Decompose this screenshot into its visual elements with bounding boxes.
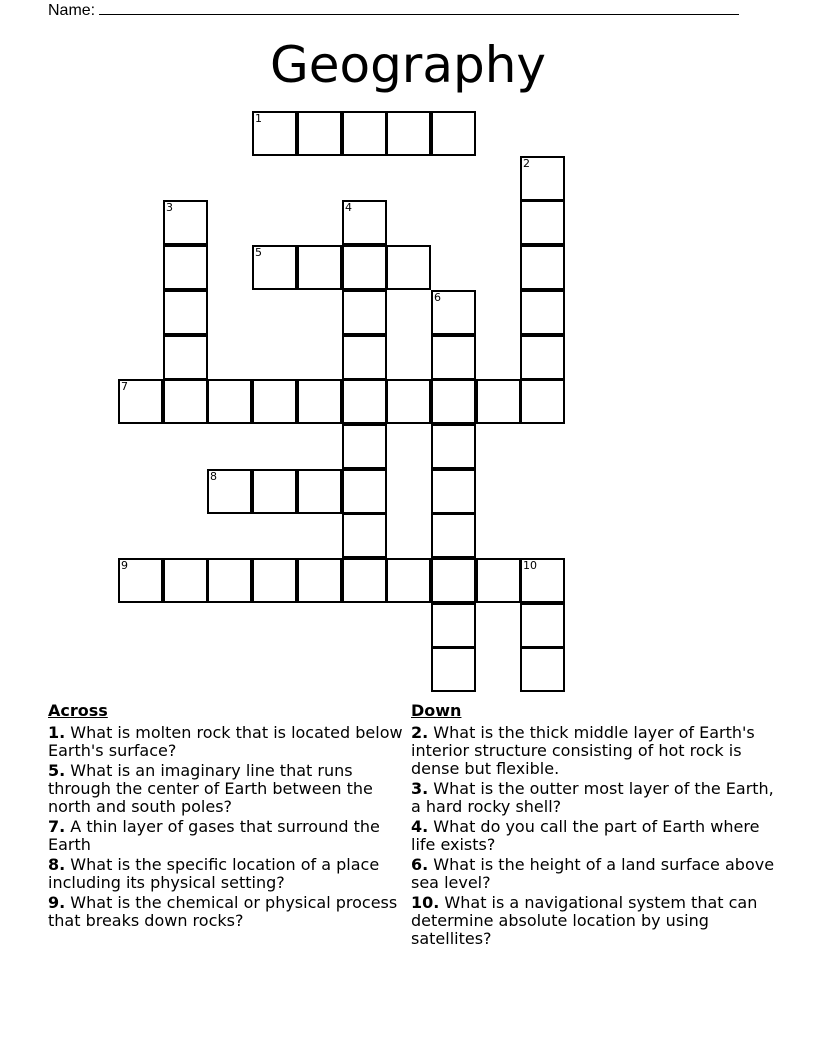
clue-label-number: 10. — [411, 893, 440, 912]
across-clues — [48, 702, 403, 932]
grid-cell[interactable] — [386, 245, 431, 290]
grid-cell[interactable] — [342, 245, 387, 290]
grid-cell[interactable] — [342, 424, 387, 469]
grid-cell[interactable] — [476, 379, 521, 424]
clue-label-number: 3. — [411, 779, 429, 798]
clue-text: What is the specific location of a place including its physical setting? — [48, 855, 380, 892]
grid-cell[interactable] — [342, 469, 387, 514]
page-title: Geography — [269, 36, 547, 94]
across-clue-list — [48, 724, 403, 930]
clue-text: What is the outter most layer of the Earth, a hard rocky shell? — [411, 779, 774, 816]
grid-cell[interactable] — [207, 558, 252, 603]
down-clue — [411, 894, 776, 948]
name-label: Name: — [48, 2, 96, 19]
clue-text: What is the chemical or physical process that breaks down rocks? — [48, 893, 398, 930]
grid-cell[interactable] — [118, 558, 163, 603]
grid-cell[interactable] — [297, 379, 342, 424]
grid-cell[interactable] — [252, 379, 297, 424]
grid-cell[interactable] — [163, 200, 208, 245]
clue-text: What is a navigational system that can determine absolute location by using satellites? — [411, 893, 758, 948]
grid-cell[interactable] — [520, 335, 565, 380]
grid-cell[interactable] — [431, 513, 476, 558]
down-clue — [411, 780, 776, 816]
clue-label-number: 2. — [411, 723, 429, 742]
clue-number: 3 — [166, 201, 173, 214]
clue-number: 9 — [121, 559, 128, 572]
clue-text: What do you call the part of Earth where life exists? — [411, 817, 760, 854]
across-clue — [48, 818, 403, 854]
grid-cell[interactable] — [386, 379, 431, 424]
down-clue-list — [411, 724, 776, 948]
grid-cell[interactable] — [163, 245, 208, 290]
grid-cell[interactable] — [431, 424, 476, 469]
grid-cell[interactable] — [252, 558, 297, 603]
grid-cell[interactable] — [163, 335, 208, 380]
grid-cell[interactable] — [297, 558, 342, 603]
grid-cell[interactable] — [297, 469, 342, 514]
grid-cell[interactable] — [207, 379, 252, 424]
grid-cell[interactable] — [431, 379, 476, 424]
grid-cell[interactable] — [252, 111, 297, 156]
grid-cell[interactable] — [386, 558, 431, 603]
across-clue — [48, 856, 403, 892]
grid-cell[interactable] — [431, 469, 476, 514]
clue-number: 6 — [434, 291, 441, 304]
grid-cell[interactable] — [520, 558, 565, 603]
clue-text: What is the thick middle layer of Earth's interior structure consisting of hot rock is dense but flexible. — [411, 723, 755, 778]
grid-cell[interactable] — [342, 111, 387, 156]
clue-text: What is molten rock that is located below Earth's surface? — [48, 723, 403, 760]
grid-cell[interactable] — [431, 335, 476, 380]
clue-label-number: 1. — [48, 723, 66, 742]
grid-cell[interactable] — [520, 603, 565, 648]
grid-cell[interactable] — [163, 379, 208, 424]
grid-cell[interactable] — [520, 156, 565, 201]
clue-label-number: 5. — [48, 761, 66, 780]
clue-number: 5 — [255, 246, 262, 259]
grid-cell[interactable] — [520, 245, 565, 290]
across-clue — [48, 724, 403, 760]
grid-cell[interactable] — [342, 290, 387, 335]
grid-cell[interactable] — [520, 379, 565, 424]
clue-number: 10 — [523, 559, 537, 572]
clue-text: A thin layer of gases that surround the Earth — [48, 817, 380, 854]
grid-cell[interactable] — [431, 558, 476, 603]
clue-number: 1 — [255, 112, 262, 125]
across-heading: Across — [48, 701, 108, 720]
across-clue — [48, 894, 403, 930]
grid-cell[interactable] — [431, 647, 476, 692]
grid-cell[interactable] — [520, 290, 565, 335]
grid-cell[interactable] — [118, 379, 163, 424]
grid-cell[interactable] — [252, 469, 297, 514]
grid-cell[interactable] — [342, 335, 387, 380]
grid-cell[interactable] — [252, 245, 297, 290]
grid-cell[interactable] — [431, 603, 476, 648]
grid-cell[interactable] — [520, 200, 565, 245]
grid-cell[interactable] — [386, 111, 431, 156]
grid-cell[interactable] — [476, 558, 521, 603]
grid-cell[interactable] — [297, 111, 342, 156]
grid-cell[interactable] — [207, 469, 252, 514]
grid-cell[interactable] — [163, 558, 208, 603]
clue-text: What is an imaginary line that runs through the center of Earth between the north and south poles? — [48, 761, 373, 816]
grid-cell[interactable] — [342, 558, 387, 603]
clue-label-number: 9. — [48, 893, 66, 912]
down-clues — [411, 702, 776, 950]
clue-number: 7 — [121, 380, 128, 393]
grid-cell[interactable] — [431, 290, 476, 335]
across-clue — [48, 762, 403, 816]
down-clue — [411, 724, 776, 778]
grid-cell[interactable] — [342, 200, 387, 245]
down-heading: Down — [411, 701, 462, 720]
down-clue — [411, 818, 776, 854]
grid-cell[interactable] — [297, 245, 342, 290]
clue-text: What is the height of a land surface above sea level? — [411, 855, 775, 892]
grid-cell[interactable] — [163, 290, 208, 335]
grid-cell[interactable] — [520, 647, 565, 692]
clue-number: 4 — [345, 201, 352, 214]
grid-cell[interactable] — [342, 513, 387, 558]
grid-cell[interactable] — [342, 379, 387, 424]
clue-number: 2 — [523, 157, 530, 170]
down-clue — [411, 856, 776, 892]
clue-label-number: 6. — [411, 855, 429, 874]
grid-cell[interactable] — [431, 111, 476, 156]
clue-number: 8 — [210, 470, 217, 483]
clue-label-number: 8. — [48, 855, 66, 874]
clue-label-number: 4. — [411, 817, 429, 836]
clue-label-number: 7. — [48, 817, 66, 836]
